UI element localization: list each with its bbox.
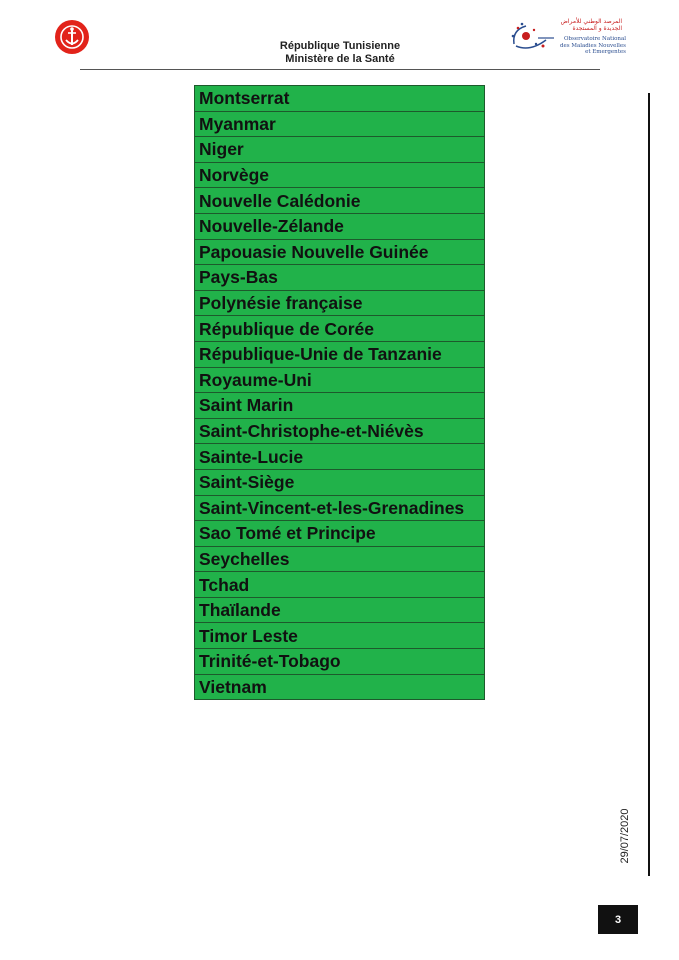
document-header [240,40,440,66]
table-row [195,393,485,419]
table-row [195,495,485,521]
header-ministry: Ministère de la Santé [285,53,395,65]
table-row [195,418,485,444]
table-row [195,674,485,700]
country-cell: Pays-Bas [195,265,485,291]
table-row [195,367,485,393]
country-cell: Papouasie Nouvelle Guinée [195,239,485,265]
table-row [195,572,485,598]
country-cell: Nouvelle Calédonie [195,188,485,214]
onmne-arabic-name: المرصد الوطني للأمراض الجديدة و المستجدة [560,18,622,32]
table-row [195,239,485,265]
page-number-badge [598,905,638,934]
right-margin-rule [648,93,650,876]
country-cell: Timor Leste [195,623,485,649]
table-row [195,546,485,572]
table-row [195,86,485,112]
table-row [195,111,485,137]
country-cell: Montserrat [195,86,485,112]
country-cell: Seychelles [195,546,485,572]
table-row [195,521,485,547]
country-cell: Myanmar [195,111,485,137]
country-cell: Niger [195,137,485,163]
table-row [195,623,485,649]
country-cell: Saint-Christophe-et-Niévès [195,418,485,444]
onmne-french-name: Observatoire National des Maladies Nouvelles et Emergentes [559,36,626,55]
country-cell: Nouvelle-Zélande [195,213,485,239]
country-cell: Saint-Vincent-et-les-Grenadines [195,495,485,521]
anchor-emblem-icon [55,20,89,54]
header-country: République Tunisienne [279,40,401,52]
country-list-table [194,85,485,700]
country-cell: Tchad [195,572,485,598]
country-cell: Vietnam [195,674,485,700]
country-cell: Saint-Siège [195,469,485,495]
table-row [195,188,485,214]
table-row [195,290,485,316]
table-row [195,265,485,291]
page-number: 3 [614,913,622,926]
table-row [195,213,485,239]
table-row [195,316,485,342]
table-row [195,597,485,623]
country-cell: Trinité-et-Tobago [195,649,485,675]
country-cell: Royaume-Uni [195,367,485,393]
table-row [195,649,485,675]
country-cell: Thaïlande [195,597,485,623]
onmne-emblem-icon [508,16,558,56]
table-row [195,162,485,188]
table-row [195,444,485,470]
table-row [195,341,485,367]
header-divider [80,69,600,70]
table-row [195,137,485,163]
country-cell: Sao Tomé et Principe [195,521,485,547]
table-row [195,469,485,495]
ministry-logo [55,20,89,54]
country-cell: Saint Marin [195,393,485,419]
country-list-body [195,86,485,700]
country-cell: Polynésie française [195,290,485,316]
document-date: 29/07/2020 [619,808,631,864]
country-cell: République-Unie de Tanzanie [195,341,485,367]
country-cell: République de Corée [195,316,485,342]
country-cell: Norvège [195,162,485,188]
country-cell: Sainte-Lucie [195,444,485,470]
